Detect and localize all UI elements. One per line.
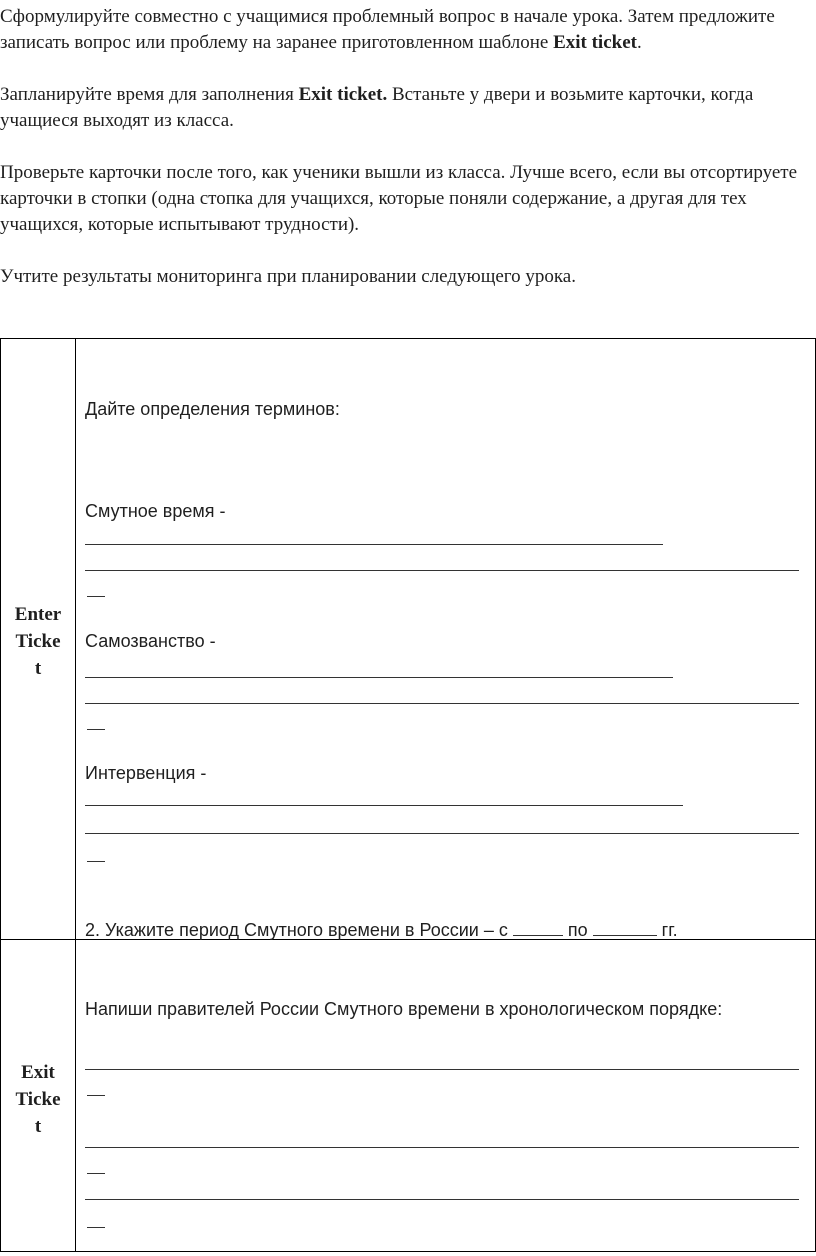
question-2: 2. Укажите период Смутного времени в России – с по гг. (85, 917, 678, 942)
definitions-heading: Дайте определения терминов: (85, 399, 340, 419)
answer-line[interactable] (85, 677, 673, 678)
answer-line[interactable] (85, 1147, 799, 1148)
year-from-blank[interactable] (513, 917, 563, 936)
intro-paragraph-1: Сформулируйте совместно с учащимися проблемный вопрос в начале урока. Затем предложите записать вопрос или проблему на заранее приготовленном шаблоне Exit ticket. (0, 6, 775, 53)
year-to-blank[interactable] (593, 917, 657, 936)
intro-paragraph-2: Запланируйте время для заполнения Exit ticket. Встаньте у двери и возьмите карточки, когда учащиеся выходят из класса. (0, 84, 754, 131)
intro-text (0, 4, 810, 316)
answer-line[interactable] (85, 805, 683, 806)
enter-ticket-label: Enter Ticke t (14, 604, 62, 679)
ticket-table (0, 338, 816, 1252)
intro-paragraph-4: Учтите результаты мониторинга при планировании следующего урока. (0, 266, 576, 287)
term-samozvanstvo: Самозванство - (85, 631, 216, 651)
answer-line[interactable] (85, 833, 799, 834)
answer-line-end (87, 861, 105, 862)
answer-line-end (87, 729, 105, 730)
answer-line[interactable] (85, 703, 799, 704)
column-divider (75, 339, 76, 1251)
term-smutnoe-vremya: Смутное время - (85, 501, 226, 521)
answer-line-end (87, 1227, 105, 1228)
answer-line-end (87, 1173, 105, 1174)
answer-line[interactable] (85, 570, 799, 571)
answer-line[interactable] (85, 1069, 799, 1070)
exit-ticket-label: Exit Ticke t (15, 1062, 61, 1137)
term-intervention: Интервенция - (85, 763, 207, 783)
exit-ticket-term: Exit ticket. (298, 84, 388, 105)
answer-line[interactable] (85, 1199, 799, 1200)
rulers-prompt: Напиши правителей России Смутного времени в хронологическом порядке: (85, 999, 723, 1019)
exit-ticket-term: Exit ticket (553, 32, 637, 53)
answer-line-end (87, 1095, 105, 1096)
intro-paragraph-3: Проверьте карточки после того, как ученики вышли из класса. Лучше всего, если вы отсортируете карточки в стопки (одна стопка для учащихся, которые поняли содержание, а другая для тех учащихся, которые испытывают трудности). (0, 162, 798, 235)
answer-line[interactable] (85, 544, 663, 545)
answer-line-end (87, 596, 105, 597)
